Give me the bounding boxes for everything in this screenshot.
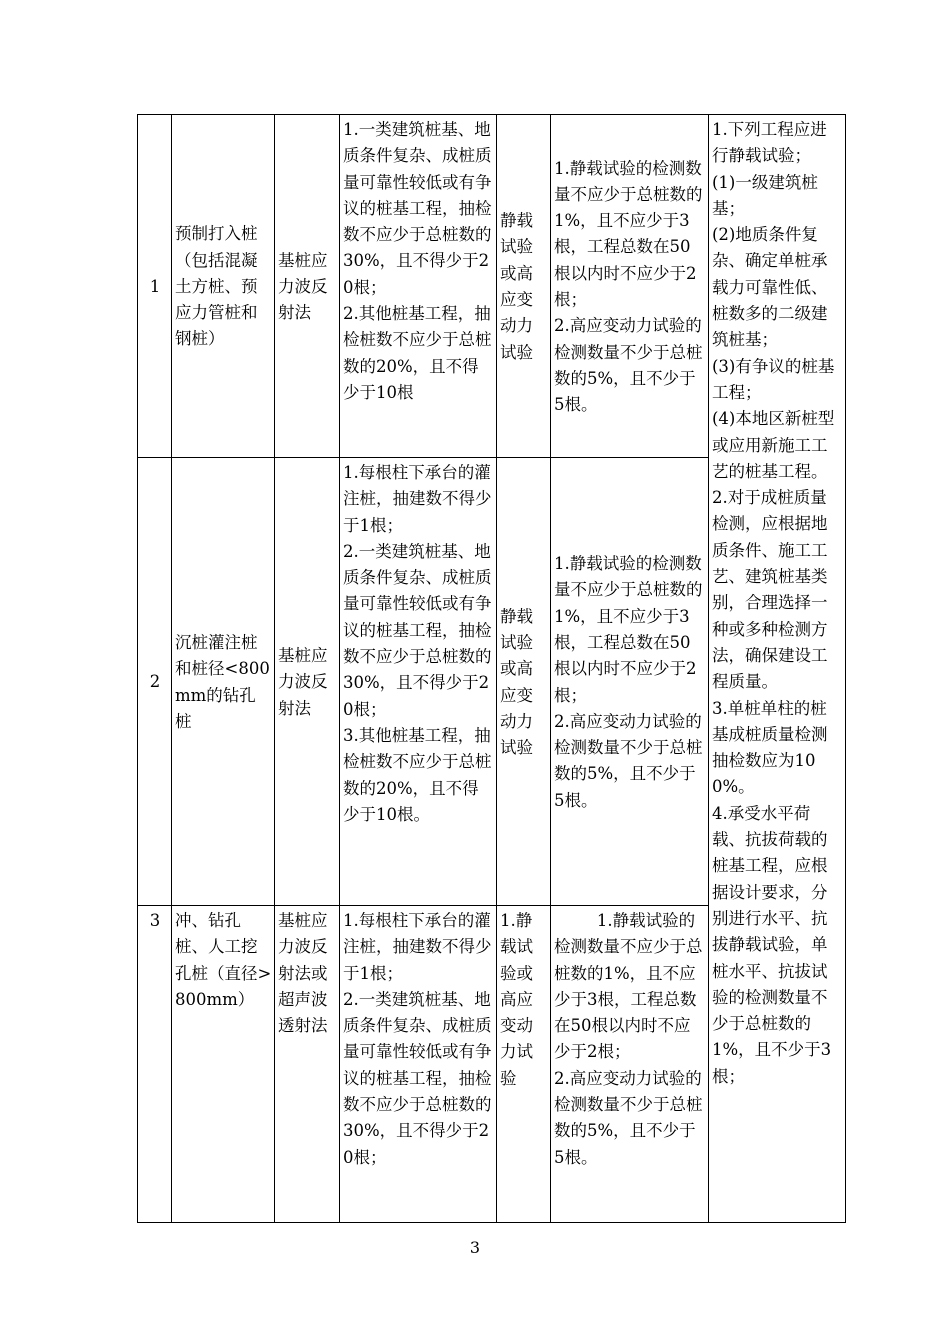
row-number: 3 [138, 906, 172, 1223]
capacity-quantity-item: 2.高应变动力试验的检测数量不少于总桩数的5%，且不少于5根。 [554, 711, 703, 810]
remark-item: 1.下列工程应进行静载试验； [712, 120, 827, 166]
table-row [138, 115, 846, 458]
pile-type-cell: 预制打入桩（包括混凝土方桩、预应力管桩和钢桩） [172, 115, 275, 458]
capacity-quantity-cell [551, 458, 709, 906]
capacity-quantity-item: 1.静载试验的检测数量不应少于总桩数的1%，且不应少于3根，工程总数在50根以内时不应少于2根； [554, 554, 703, 705]
capacity-method-cell: 静载试验或高应变动力试验 [497, 115, 551, 458]
capacity-quantity-item: 1.静载试验的检测数量不应少于总桩数的1%，且不应少于3根，工程总数在50根以内时不应少于2根； [554, 158, 703, 309]
integrity-method-cell: 基桩应力波反射法 [275, 458, 340, 906]
remark-item: (4)本地区新桩型或应用新施工工艺的桩基工程。 [712, 409, 835, 481]
remark-item: (2)地质条件复杂、确定单桩承载力可靠性低、桩数多的二级建筑桩基； [712, 225, 828, 350]
capacity-quantity-item: 1.静载试验的检测数量不应少于总桩数的1%，且不应少于3根，工程总数在50根以内时不应少于2根； [554, 911, 703, 1062]
remark-item: 2.对于成桩质量检测，应根据地质条件、施工工艺、建筑桩基类别，合理选择一种或多种检测方法，确保建设工程质量。 [712, 488, 828, 692]
integrity-quantity-item: 1.每根柱下承台的灌注桩，抽建数不得少于1根； [343, 911, 492, 983]
remark-item: (3)有争议的桩基工程； [712, 356, 835, 402]
capacity-quantity-item: 2.高应变动力试验的检测数量不少于总桩数的5%，且不少于5根。 [554, 316, 703, 415]
integrity-method-cell: 基桩应力波反射法或超声波透射法 [275, 906, 340, 1223]
integrity-quantity-item: 2.一类建筑桩基、地质条件复杂、成桩质量可靠性较低或有争议的桩基工程，抽检数不应少于总桩数的30%，且不得少于20根； [343, 989, 492, 1167]
integrity-quantity-item: 3.其他桩基工程，抽检桩数不应少于总桩数的20%，且不得少于10根。 [343, 725, 492, 824]
capacity-method-cell: 静载试验或高应变动力试验 [497, 458, 551, 906]
remark-item: 4.承受水平荷载、抗拔荷载的桩基工程，应根据设计要求，分别进行水平、抗拔静载试验，单桩水平、抗拔试验的检测数量不少于总桩数的1%，且不少于3根； [712, 803, 832, 1086]
capacity-quantity-cell [551, 115, 709, 458]
pile-type-cell: 沉桩灌注桩和桩径<800mm的钻孔桩 [172, 458, 275, 906]
integrity-quantity-item: 1.每根柱下承台的灌注桩，抽建数不得少于1根； [343, 463, 492, 535]
integrity-quantity-item: 2.一类建筑桩基、地质条件复杂、成桩质量可靠性较低或有争议的桩基工程，抽检数不应少于总桩数的30%，且不得少于20根； [343, 541, 492, 719]
remark-item: (1)一级建筑桩基； [712, 172, 818, 218]
row-number: 2 [138, 458, 172, 906]
integrity-method-cell: 基桩应力波反射法 [275, 115, 340, 458]
remarks-cell [709, 115, 846, 1223]
integrity-quantity-item: 1.一类建筑桩基、地质条件复杂、成桩质量可靠性较低或有争议的桩基工程，抽检数不应少于总桩数的30%，且不得少于20根； [343, 120, 492, 297]
capacity-method-cell: 1.静载试验或高应变动力试验 [497, 906, 551, 1223]
capacity-quantity-cell [551, 906, 709, 1223]
pile-inspection-table [137, 114, 846, 1223]
pile-type-cell: 冲、钻孔桩、人工挖孔桩（直径>800mm） [172, 906, 275, 1223]
integrity-quantity-cell [340, 115, 497, 458]
integrity-quantity-cell [340, 458, 497, 906]
integrity-quantity-item: 2.其他桩基工程，抽检桩数不应少于总桩数的20%，且不得少于10根 [343, 304, 492, 402]
row-number: 1 [138, 115, 172, 458]
remark-item: 3.单桩单柱的桩基成桩质量检测抽检数应为100%。 [712, 698, 828, 797]
capacity-quantity-item: 2.高应变动力试验的检测数量不少于总桩数的5%，且不少于5根。 [554, 1068, 703, 1167]
page-number: 3 [469, 1238, 481, 1257]
integrity-quantity-cell [340, 906, 497, 1223]
